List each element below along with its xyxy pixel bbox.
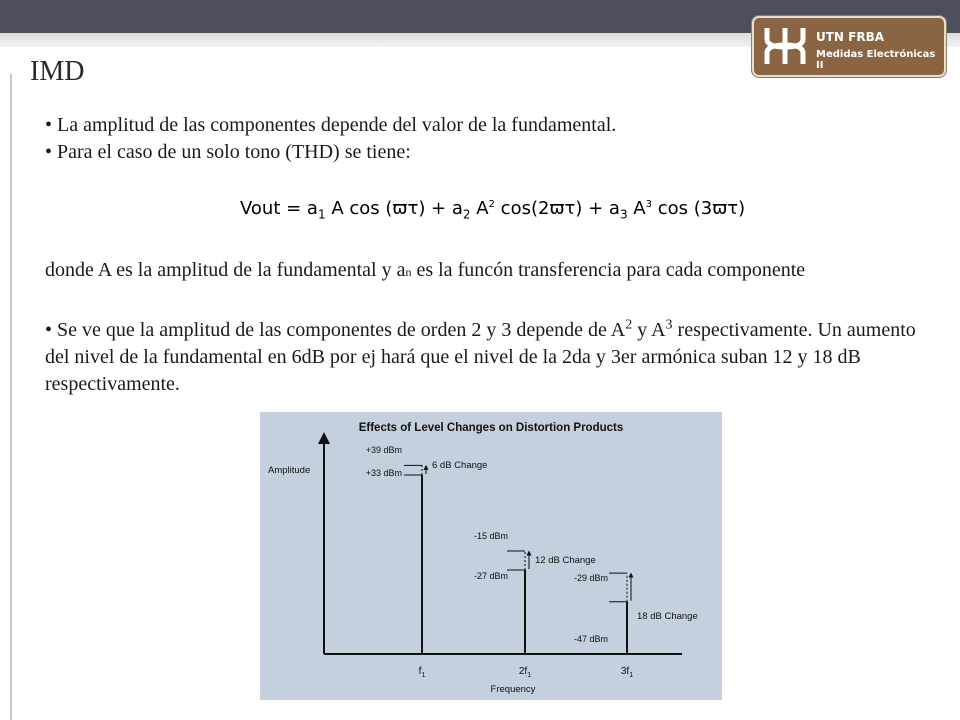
- y-axis-arrow: [318, 432, 330, 444]
- y-axis-label: Amplitude: [268, 465, 311, 476]
- bullet-thd: • Para el caso de un solo tono (THD) se tiene:: [45, 141, 411, 163]
- change-18db: 18 dB Change: [637, 611, 698, 622]
- level-labels: [366, 445, 608, 644]
- change-labels: [432, 460, 698, 622]
- x-axis-label: Frequency: [490, 684, 536, 695]
- bullet-amplitud: • La amplitud de las componentes depende del valor de la fundamental.: [45, 114, 617, 136]
- distortion-chart: [260, 412, 722, 700]
- change-6db: 6 dB Change: [432, 460, 488, 471]
- paragraph-amplitud-orden: • Se ve que la amplitud de las componentes de orden 2 y 3 depende de $A^2$ y $A^3$ respectivamente. Un aumento del nivel de la fundamental en 6dB por ej hará que el nivel de la 2da y 3er armónica suban 12 y 18 dB respectivamente.: [45, 317, 916, 395]
- utn-logo-icon: [762, 26, 808, 66]
- tick-labels: [419, 666, 634, 679]
- distortion-chart-svg: [260, 412, 722, 700]
- x-tick-3f1: $3f_1$: [620, 666, 634, 679]
- x-tick-f1: $f_1$: [418, 666, 426, 679]
- label-minus47: -47 dBm: [573, 634, 608, 644]
- label-minus27: -27 dBm: [473, 571, 508, 581]
- logo-subtitle: Medidas Electrónicas II: [816, 49, 936, 71]
- utn-frba-logo: [752, 16, 946, 77]
- chart-marks: [404, 465, 631, 654]
- label-minus29: -29 dBm: [573, 573, 608, 583]
- paragraph-donde: donde A es la amplitud de la fundamental y an es la funcón transferencia para cada componente: [45, 259, 806, 281]
- change-12db: 12 dB Change: [535, 555, 596, 566]
- thd-formula: Vout = $a_1$ A $\cos (ϖ\tau) + a_2$ $A^2$ $\cos(2ϖ\tau) + a_3$ $A^3$ cos (3ϖτ): [240, 198, 746, 222]
- slide-title: IMD: [30, 56, 85, 87]
- chart-title: Effects of Level Changes on Distortion Products: [358, 422, 624, 434]
- x-tick-2f1: $2f_1$: [518, 666, 532, 679]
- logo-title: UTN FRBA: [816, 30, 885, 44]
- left-rule: [10, 74, 12, 720]
- label-minus15: -15 dBm: [473, 531, 508, 541]
- label-plus33: +33 dBm: [365, 468, 402, 478]
- label-plus39: +39 dBm: [365, 445, 402, 455]
